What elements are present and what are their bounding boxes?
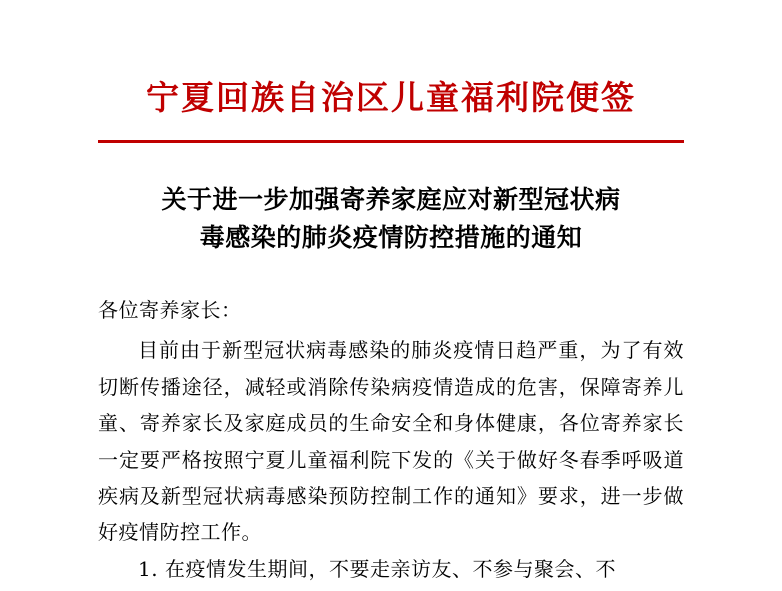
document-body xyxy=(98,258,684,587)
body-paragraph-1: 目前由于新型冠状病毒感染的肺炎疫情日趋严重，为了有效切断传播途径，减轻或消除传染病疫情造成的危害，保障寄养儿童、寄养家长及家庭成员的生命安全和身体健康，各位寄养家长一定要严格按照宁夏儿童福利院下发的《关于做好冬春季呼吸道疾病及新型冠状病毒感染预防控制工作的通知》要求，进一步做好疫情防控工作。 xyxy=(98,338,684,545)
salutation: 各位寄养家长： xyxy=(98,298,242,323)
body-list-item-1: 1. 在疫情发生期间，不要走亲访友、不参与聚会、不 xyxy=(138,556,616,581)
document-title-line-2: 毒感染的肺炎疫情防控措施的通知 xyxy=(199,223,583,253)
document-title xyxy=(98,143,684,259)
document-title-line-1: 关于进一步加强寄养家庭应对新型冠状病 xyxy=(161,184,621,214)
letterhead-title: 宁夏回族自治区儿童福利院便签 xyxy=(146,78,636,117)
